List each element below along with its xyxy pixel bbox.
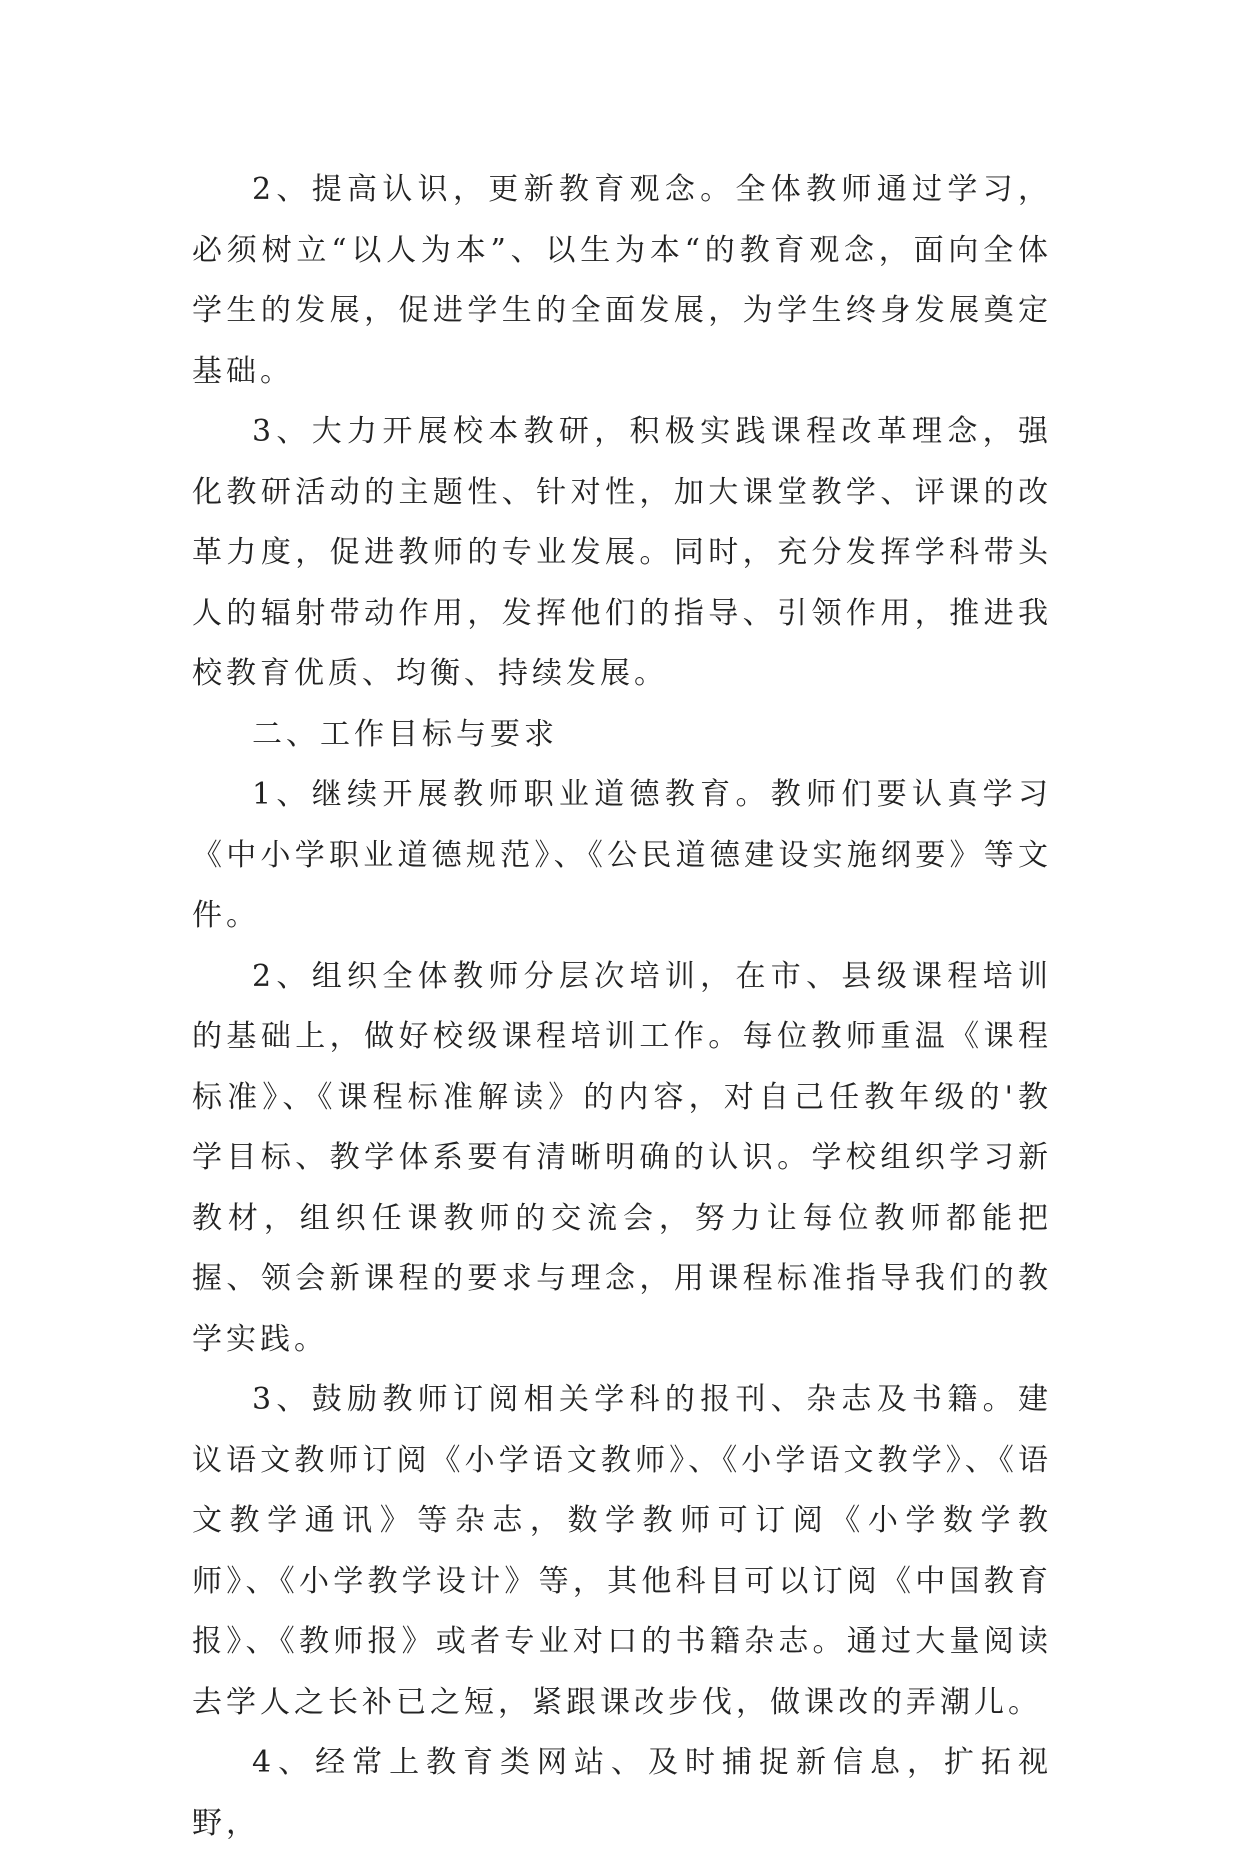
paragraph-improve-awareness: 2、提高认识，更新教育观念。全体教师通过学习，必须树立“以人为本”、以生为本“的教育观念，面向全体学生的发展，促进学生的全面发展，为学生终身发展奠定基础。: [192, 172, 1052, 389]
paragraph-training: 2、组织全体教师分层次培训，在市、县级课程培训的基础上，做好校级课程培训工作。每位教师重温《课程标准》、《课程标准解读》的内容，对自己任教年级的'教学目标、教学体系要有清晰明确的认识。学校组织学习新教材，组织任课教师的交流会，努力让每位教师都能把握、领会新课程的要求与理念，用课程标准指导我们的教学实践。: [192, 958, 1052, 1357]
paragraph-websites: 4、经常上教育类网站、及时捕捉新信息，扩拓视野，: [192, 1745, 1052, 1841]
paragraph-ethics-education: 1、继续开展教师职业道德教育。教师们要认真学习《中小学职业道德规范》、《公民道德建设实施纲要》等文件。: [192, 777, 1052, 933]
paragraph-reading: 3、鼓励教师订阅相关学科的报刊、杂志及书籍。建议语文教师订阅《小学语文教师》、《小学语文教学》、《语文教学通讯》等杂志，数学教师可订阅《小学数学教师》、《小学教学设计》等，其他科目可以订阅《中国教育报》、《教师报》或者专业对口的书籍杂志。通过大量阅读去学人之长补已之短，紧跟课改步伐，做课改的弄潮儿。: [192, 1382, 1052, 1720]
section-heading-goals: 二、工作目标与要求: [252, 716, 558, 752]
paragraph-school-research: 3、大力开展校本教研，积极实践课程改革理念，强化教研活动的主题性、针对性，加大课堂教学、评课的改革力度，促进教师的专业发展。同时，充分发挥学科带头人的辐射带动作用，发挥他们的指导、引领作用，推进我校教育优质、均衡、持续发展。: [192, 414, 1052, 691]
document-body: [192, 160, 1052, 1854]
